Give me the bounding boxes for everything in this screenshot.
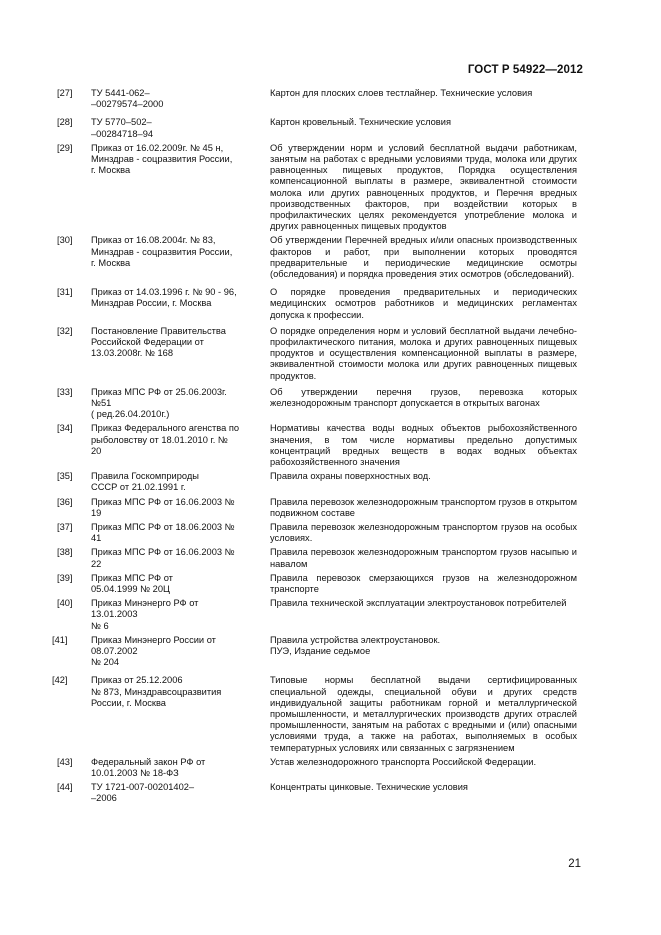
reference-number: [30] bbox=[57, 235, 73, 246]
reference-number: [32] bbox=[57, 325, 73, 336]
reference-description: Правила перевозок железнодорожным транспортом грузов на особых условиях. bbox=[270, 522, 577, 544]
reference-row bbox=[0, 471, 661, 493]
reference-row bbox=[0, 387, 661, 421]
reference-source: Приказ Минэнерго РФ от 13.01.2003 № 6 bbox=[91, 598, 199, 631]
reference-row bbox=[0, 598, 661, 632]
reference-row bbox=[0, 757, 661, 779]
reference-description: О порядке проведения предварительных и периодических медицинских осмотров работников и медицинских регламентах допуска к профессии. bbox=[270, 287, 577, 320]
reference-row bbox=[0, 88, 661, 110]
reference-row bbox=[0, 675, 661, 753]
reference-source: Приказ МПС РФ от 18.06.2003 № 41 bbox=[91, 522, 235, 544]
reference-row bbox=[0, 423, 661, 468]
reference-description: Картон для плоских слоев тестлайнер. Технические условия bbox=[270, 88, 533, 98]
reference-description: Правила технической эксплуатации электроустановок потребителей bbox=[270, 598, 567, 609]
reference-description: Концентраты цинковые. Технические условия bbox=[270, 782, 468, 793]
reference-source: Приказ МПС РФ от 25.06.2003г. №51 ( ред.26.04.2010г.) bbox=[91, 386, 227, 420]
reference-description: Об утверждении норм и условий бесплатной выдачи работникам, занятым на работах с вредными условиями труда, молока или других равноценных пищевых продуктов, Порядка осуществления компенсационной выплаты в размере, эквивалентной стоимости молока или других равноценных продуктов, и Перечня вредных производственных факторов, при воздействии которых в профилактических целях рекомендуется употребление молока и других равноценных пищевых продуктов bbox=[270, 142, 577, 232]
reference-description: Типовые нормы бесплатной выдачи сертифицированных специальной одежды, специальной обуви и других средств индивидуальной защиты работникам горной и металлургической промышленности, и металлургических производств других отраслей промышленности, занятым на работах с вредными и (или) опасными условиями труда, а также на работах, выполняемых в особых температурных условиях или связанных с загрязнением bbox=[270, 675, 577, 753]
reference-row bbox=[0, 522, 661, 544]
reference-description: Картон кровельный. Технические условия bbox=[270, 117, 451, 128]
reference-source: Приказ МПС РФ от 05.04.1999 № 20Ц bbox=[91, 572, 173, 595]
reference-number: [38] bbox=[57, 547, 73, 558]
reference-description: Правила перевозок железнодорожным транспортом грузов насыпью и навалом bbox=[270, 547, 577, 569]
reference-source: ТУ 5441-062– –00279574–2000 bbox=[91, 88, 164, 110]
reference-number: [39] bbox=[57, 572, 73, 583]
reference-number: [41] bbox=[52, 634, 68, 645]
reference-source: Приказ от 16.02.2009г. № 45 н, Минздрав - соцразвития России, г. Москва bbox=[91, 142, 233, 176]
reference-description: Правила перевозок смерзающихся грузов на железнодорожном транспорте bbox=[270, 572, 577, 595]
reference-number: [37] bbox=[57, 522, 73, 533]
reference-source: Приказ от 16.08.2004г. № 83, Минздрав - соцразвития России, г. Москва bbox=[91, 235, 233, 268]
reference-source: Постановление Правительства Российской Федерации от 13.03.2008г. № 168 bbox=[91, 325, 226, 359]
reference-row bbox=[0, 117, 661, 139]
reference-row bbox=[0, 326, 661, 382]
reference-description: Нормативы качества воды водных объектов рыбохозяйственного значения, в том числе нормативы предельно допустимых концентраций вредных веществ в водах водных объектах рабохозяйственного значения bbox=[270, 423, 577, 468]
reference-source: Федеральный закон РФ от 10.01.2003 № 18-ФЗ bbox=[91, 756, 206, 779]
reference-row bbox=[0, 287, 661, 321]
reference-number: [35] bbox=[57, 471, 73, 482]
reference-row bbox=[0, 782, 661, 804]
reference-number: [40] bbox=[57, 598, 73, 609]
reference-row bbox=[0, 497, 661, 519]
reference-source: Приказ МПС РФ от 16.06.2003 № 19 bbox=[91, 496, 235, 518]
reference-source: Приказ Федерального агенства по рыболовству от 18.01.2010 г. № 20 bbox=[91, 423, 240, 456]
reference-source: ТУ 1721-007-00201402– –2006 bbox=[91, 782, 195, 804]
reference-description: Правила устройства электроустановок. ПУЭ, Издание седьмое bbox=[270, 634, 441, 657]
reference-source: Приказ от 25.12.2006 № 873, Минздравсоцразвития России, г. Москва bbox=[91, 675, 222, 708]
reference-number: [36] bbox=[57, 496, 73, 507]
reference-source: Приказ Минэнерго России от 08.07.2002 № 204 bbox=[91, 634, 216, 668]
reference-description: Устав железнодорожного транспорта Российской Федерации. bbox=[270, 756, 537, 767]
reference-number: [34] bbox=[57, 423, 73, 434]
reference-number: [29] bbox=[57, 142, 73, 153]
reference-source: Приказ от 14.03.1996 г. № 90 - 96, Минздрав России, г. Москва bbox=[91, 287, 237, 309]
reference-description: Правила перевозок железнодорожным транспортом грузов в открытом подвижном составе bbox=[270, 496, 577, 518]
reference-list bbox=[0, 88, 661, 808]
reference-number: [28] bbox=[57, 117, 73, 128]
reference-source: Правила Госкомприроды СССР от 21.02.1991 г. bbox=[91, 471, 199, 493]
reference-number: [44] bbox=[57, 782, 73, 793]
reference-row bbox=[0, 235, 661, 280]
document-header: ГОСТ Р 54922—2012 bbox=[467, 64, 583, 76]
reference-description: Правила охраны поверхностных вод. bbox=[270, 471, 431, 482]
reference-number: [27] bbox=[57, 88, 73, 98]
reference-row bbox=[0, 547, 661, 569]
reference-number: [43] bbox=[57, 756, 73, 767]
reference-row bbox=[0, 635, 661, 669]
reference-row bbox=[0, 573, 661, 595]
reference-row bbox=[0, 143, 661, 233]
reference-number: [31] bbox=[57, 287, 73, 298]
reference-number: [42] bbox=[52, 675, 68, 686]
reference-description: Об утверждении перечня грузов, перевозка которых железнодорожным транспорт допускается в открытых вагонах bbox=[270, 386, 577, 409]
reference-number: [33] bbox=[57, 386, 73, 397]
reference-description: О порядке определения норм и условий бесплатной выдачи лечебно-профилактического питания, молока и других равноценных пищевых продуктов и осуществления компенсационной выплаты в размере, эквивалентной стоимости молока или других равноценных пищевых продуктов. bbox=[270, 325, 577, 381]
reference-source: ТУ 5770–502– –00284718–94 bbox=[91, 117, 154, 139]
page-number: 21 bbox=[568, 858, 581, 870]
reference-description: Об утверждении Перечней вредных и/или опасных производственных факторов и работ, при выполнении которых проводятся предварительные и периодические медицинские осмотры (обследования) и порядка проведения этих осмотров (обследований). bbox=[270, 235, 577, 280]
reference-source: Приказ МПС РФ от 16.06.2003 № 22 bbox=[91, 547, 235, 569]
